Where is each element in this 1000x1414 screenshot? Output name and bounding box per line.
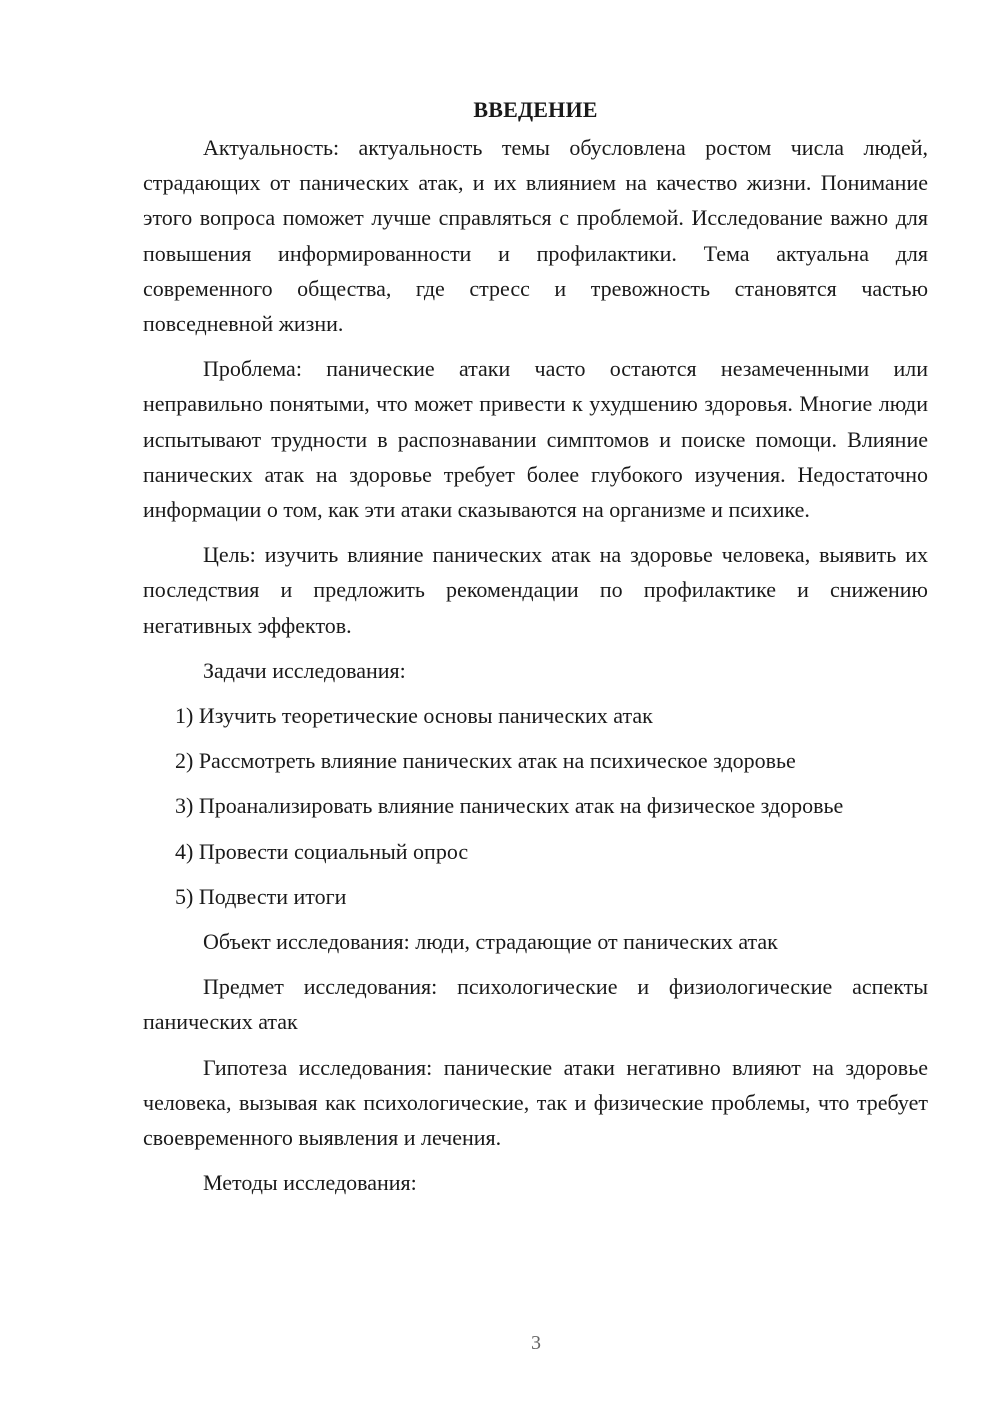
page-title: ВВЕДЕНИЕ xyxy=(473,97,598,122)
task-item-2: 2) Рассмотреть влияние панических атак на психическое здоровье xyxy=(175,748,796,774)
task-item-1: 1) Изучить теоретические основы панических атак xyxy=(175,703,653,729)
relevance-paragraph: Актуальность: актуальность темы обусловлена ростом числа людей, страдающих от панических атак, и их влиянием на качество жизни. Понимание этого вопроса поможет лучше справляться с проблемой. Исследование важно для повышения информированности и профилактики. Тема актуальна для современного общества, где стресс и тревожность становятся частью повседневной жизни. xyxy=(143,135,928,337)
task-item-3: 3) Проанализировать влияние панических атак на физическое здоровье xyxy=(175,793,844,819)
object-paragraph: Объект исследования: люди, страдающие от панических атак xyxy=(203,929,778,955)
goal-paragraph: Цель: изучить влияние панических атак на здоровье человека, выявить их последствия и предложить рекомендации по профилактике и снижению негативных эффектов. xyxy=(143,542,928,638)
problem-paragraph: Проблема: панические атаки часто остаются незамеченными или неправильно понятыми, что может привести к ухудшению здоровья. Многие люди испытывают трудности в распознавании симптомов и поиске помощи. Влияние панических атак на здоровье требует более глубокого изучения. Недостаточно информации о том, как эти атаки сказываются на организме и психике. xyxy=(143,356,928,523)
subject-paragraph: Предмет исследования: психологические и физиологические аспекты панических атак xyxy=(143,974,928,1035)
task-item-5: 5) Подвести итоги xyxy=(175,883,347,909)
document-body xyxy=(143,92,928,1210)
page-number: 3 xyxy=(531,1332,541,1354)
hypothesis-paragraph: Гипотеза исследования: панические атаки негативно влияют на здоровье человека, вызывая как психологические, так и физические проблемы, что требует своевременного выявления и лечения. xyxy=(143,1054,928,1151)
tasks-heading: Задачи исследования: xyxy=(203,657,406,683)
task-item-4: 4) Провести социальный опрос xyxy=(175,838,469,864)
methods-heading: Методы исследования: xyxy=(203,1170,417,1196)
